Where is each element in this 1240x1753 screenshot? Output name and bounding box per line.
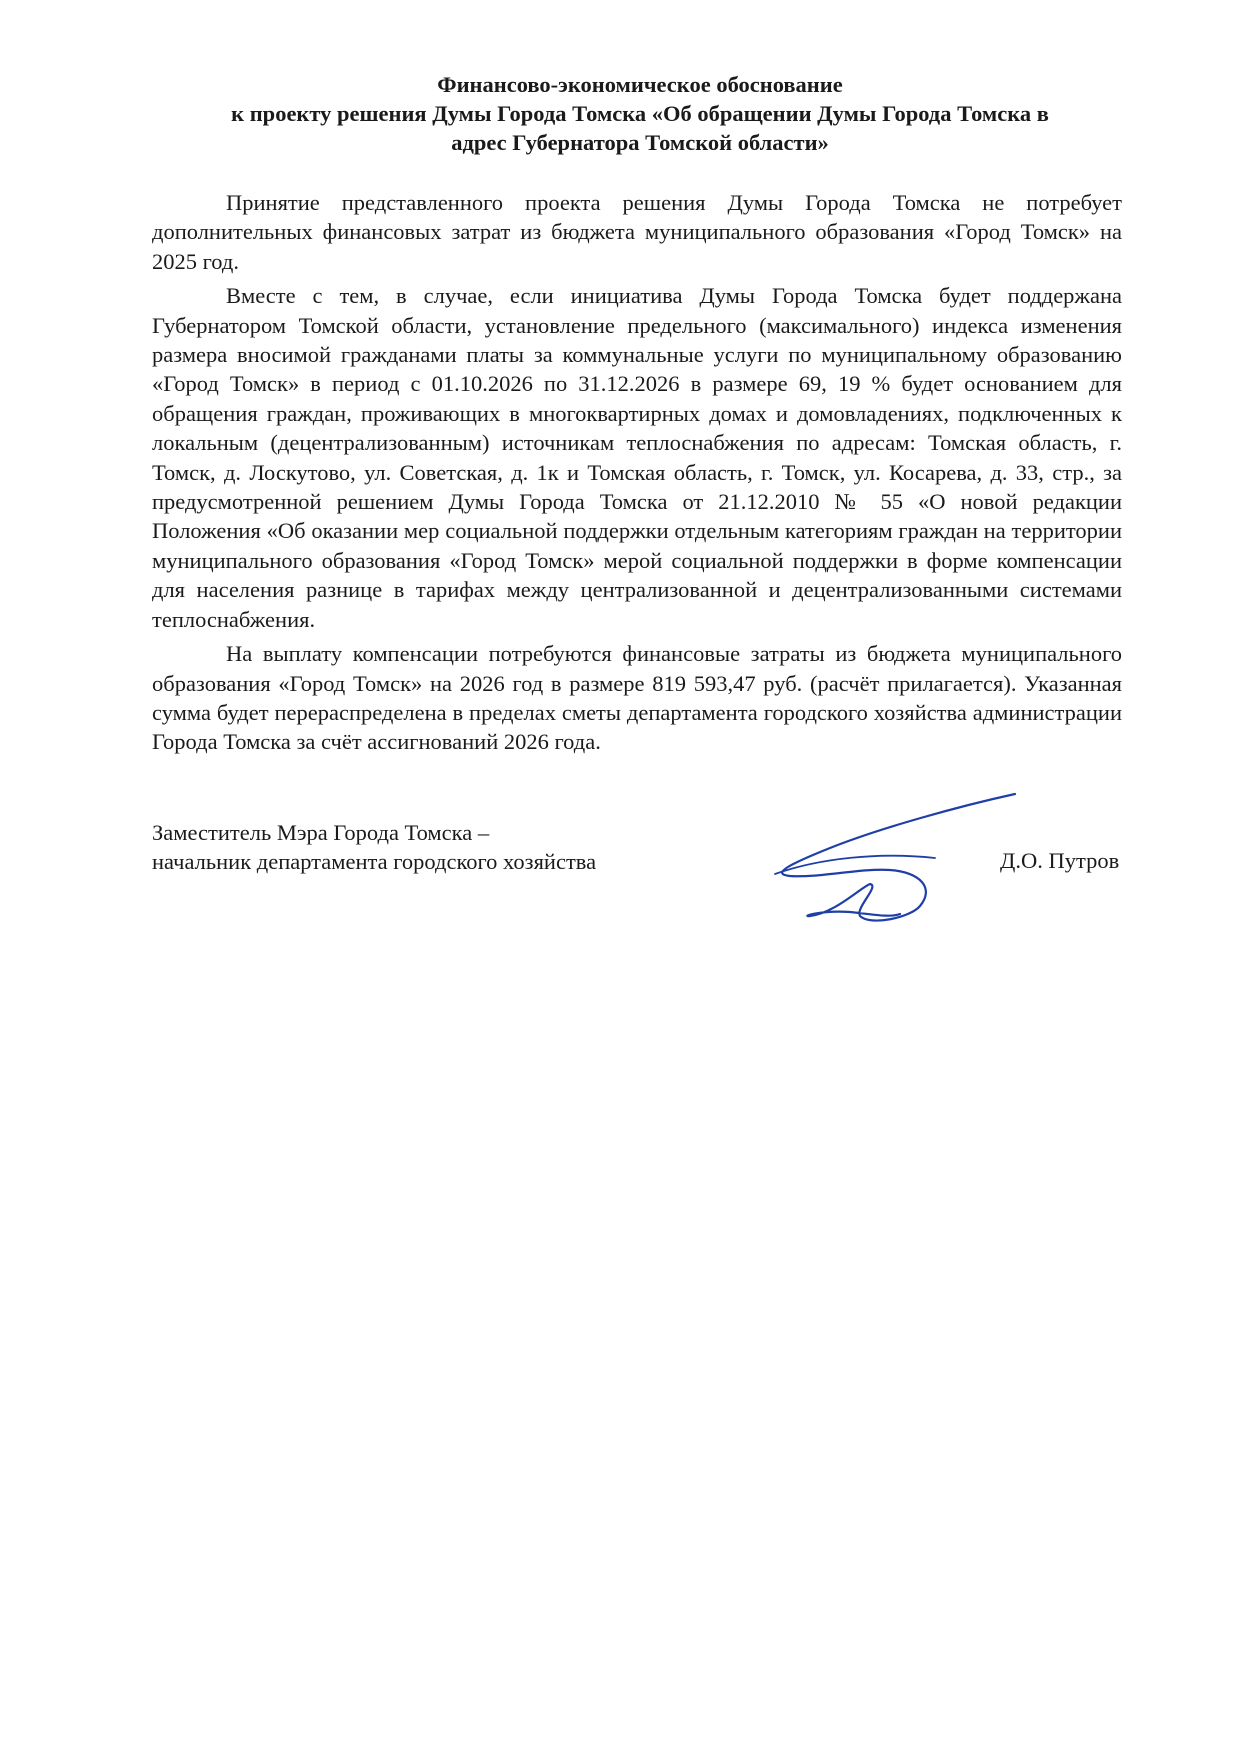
paragraph-2: Вместе с тем, в случае, если инициатива Думы Города Томска будет поддержана Губернатором Томской области, установление предельного (максимального) индекса изменения размера вносимой гражданами платы за коммунальные услуги по муниципальному образованию «Город Томск» в период с 01.10.2026 по 31.12.2026 в размере 69, 19 % будет основанием для обращения граждан, проживающих в многоквартирных домах и домовладениях, подключенных к локальным (децентрализованным) источникам теплоснабжения по адресам: Томская область, г. Томск, д. Лоскутово, ул. Советская, д. 1к и Томская область, г. Томск, ул. Косарева, д. 33, стр., за предусмотренной решением Думы Города Томска от 21.12.2010 № 55 «О новой редакции Положения «Об оказании мер социальной поддержки отдельным категориям граждан на территории муниципального образования «Город Томск» мерой социальной поддержки в форме компенсации для населения разнице в тарифах между централизованной и децентрализованными системами теплоснабжения. [152, 283, 1122, 632]
paragraph-3: На выплату компенсации потребуются финансовые затраты из бюджета муниципального образования «Город Томск» на 2026 год в размере 819 593,47 руб. (расчёт прилагается). Указанная сумма будет перераспределена в пределах сметы департамента городского хозяйства администрации Города Томска за счёт ассигнований 2026 года. [152, 641, 1122, 755]
position-line-2: начальник департамента городского хозяйства [152, 849, 597, 874]
document-title [150, 70, 1130, 157]
handwritten-signature [760, 788, 1020, 928]
signatory-position [152, 818, 596, 876]
paragraph-1: Принятие представленного проекта решения Думы Города Томска не потребует дополнительных финансовых затрат из бюджета муниципального образования «Город Томск» на 2025 год. [152, 190, 1122, 274]
document-body [152, 188, 1122, 762]
signature-stroke [782, 794, 1015, 921]
title-line-2: к проекту решения Думы Города Томска «Об обращении Думы Города Томска в [231, 101, 1049, 126]
title-line-3: адрес Губернатора Томской области» [451, 130, 829, 155]
title-line-1: Финансово-экономическое обоснование [437, 72, 843, 97]
position-line-1: Заместитель Мэра Города Томска – [152, 820, 490, 845]
signatory-name: Д.О. Путров [1000, 848, 1120, 873]
